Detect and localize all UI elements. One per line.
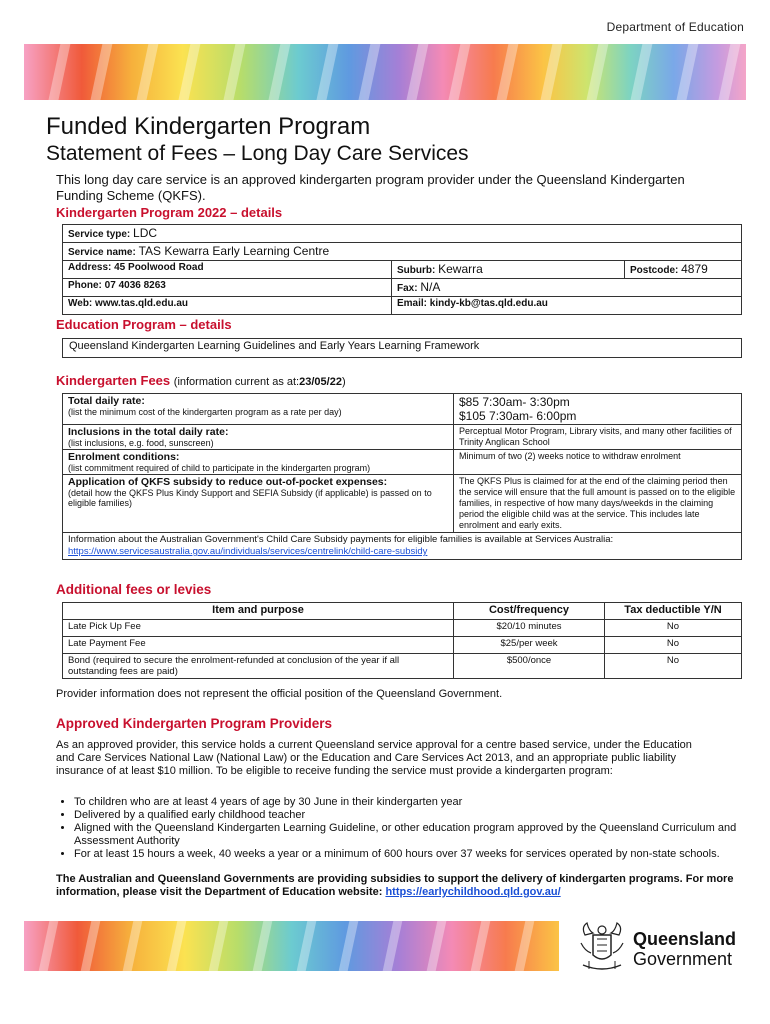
disclaimer-text: Provider information does not represent the official position of the Queensland Government. <box>56 688 503 700</box>
table-row: Total daily rate: (list the minimum cost of the kindergarten program as a rate per day) $85 7:30am- 3:30pm $105 7:30am- 6:00pm <box>63 394 742 425</box>
table-row: Enrolment conditions: (list commitment required of child to participate in the kindergarten program) Minimum of two (2) weeks notice to withdraw enrolment <box>63 450 742 475</box>
education-value: Queensland Kindergarten Learning Guidelines and Early Years Learning Framework <box>63 339 742 358</box>
email-cell: Email: kindy-kb@tas.qld.edu.au <box>392 297 742 315</box>
footer-rainbow-banner <box>24 921 559 971</box>
additional-fees-table <box>62 602 742 679</box>
table-row: Bond (required to secure the enrolment-refunded at conclusion of the year if all outstanding fees are paid) $500/once No <box>63 654 742 679</box>
earlychildhood-link[interactable]: https://earlychildhood.qld.gov.au/ <box>385 886 561 898</box>
logo-text-government: Government <box>633 949 733 969</box>
fees-heading: Kindergarten Fees (information current as at:23/05/22) <box>56 373 346 388</box>
column-header: Item and purpose <box>63 603 454 620</box>
rainbow-banner <box>24 44 746 100</box>
table-row: Late Pick Up Fee $20/10 minutes No <box>63 620 742 637</box>
approved-providers-heading: Approved Kindergarten Program Providers <box>56 716 333 731</box>
service-name-cell: Service name: TAS Kewarra Early Learning Centre <box>63 243 742 261</box>
coat-of-arms-icon <box>575 921 629 977</box>
additional-fees-heading: Additional fees or levies <box>56 582 212 597</box>
service-details-table <box>62 224 742 315</box>
column-header: Cost/frequency <box>454 603 605 620</box>
department-label: Department of Education <box>606 20 744 34</box>
fax-cell: Fax: N/A <box>392 279 742 297</box>
service-type-value: LDC <box>133 226 158 240</box>
column-header: Tax deductible Y/N <box>605 603 742 620</box>
fees-note: (information current as at:23/05/22) <box>173 376 346 388</box>
list-item: • To children who are at least 4 years of age by 30 June in their kindergarten year <box>74 796 754 809</box>
service-name-value: TAS Kewarra Early Learning Centre <box>138 244 330 258</box>
education-table <box>62 338 742 358</box>
fees-table <box>62 393 742 560</box>
table-row: Application of QKFS subsidy to reduce out-of-pocket expenses: (detail how the QKFS Plus Kindy Support and SEFIA Subsidy (if applicable) is passed on to eligible families) The QKFS Plus is claimed for at the end of the claiming period then the service will ensure that the full amount is passed on to the eligible families, in respective of how many days/weekds in the claiming period the eligible child was at the service. This includes late enrolment and early exits. <box>63 475 742 533</box>
phone-cell: Phone: 07 4036 8263 <box>63 279 392 297</box>
suburb-cell: Suburb: Kewarra <box>392 261 625 279</box>
daily-rate-line-1: $85 7:30am- 3:30pm <box>459 395 570 409</box>
postcode-cell: Postcode: 4879 <box>625 261 742 279</box>
list-item: • Aligned with the Queensland Kindergarten Learning Guideline, or other education program approved by the Queensland Curriculum and Assessment Authority <box>74 822 754 848</box>
closing-text: The Australian and Queensland Governments are providing subsidies to support the delivery of kindergarten programs. For more information, please visit the Department of Education website: https://earlychildhood.qld.gov.au/ <box>56 873 734 898</box>
requirements-list <box>56 796 754 861</box>
program-details-heading: Kindergarten Program 2022 – details <box>56 205 283 220</box>
page-subtitle: Statement of Fees – Long Day Care Services <box>46 142 469 165</box>
page-title: Funded Kindergarten Program <box>46 113 371 140</box>
education-heading: Education Program – details <box>56 317 232 332</box>
list-item: • For at least 15 hours a week, 40 weeks a year or a minimum of 600 hours over 37 weeks for services operated by non-state schools. <box>74 848 754 861</box>
table-row <box>63 533 742 560</box>
list-item: • Delivered by a qualified early childhood teacher <box>74 809 754 822</box>
queensland-government-logo <box>575 921 755 977</box>
address-cell: Address: 45 Poolwood Road <box>63 261 392 279</box>
web-cell: Web: www.tas.qld.edu.au <box>63 297 392 315</box>
service-type-cell: Service type: LDC <box>63 225 742 243</box>
intro-text: This long day care service is an approved kindergarten program provider under the Queensland Kindergarten Funding Scheme (QKFS). <box>56 172 685 203</box>
table-row: Late Payment Fee $25/per week No <box>63 637 742 654</box>
table-row: Inclusions in the total daily rate: (list inclusions, e.g. food, sunscreen) Perceptual Motor Program, Library visits, and many other facilities of Trinity Anglican School <box>63 425 742 450</box>
approved-paragraph: As an approved provider, this service holds a current Queensland service approval for a centre based service, under the Education and Care Services National Law (National Law) or the Education and Care Services Act 2013, and an appropriate public liability insurance of at least $10 million. To be eligible to receive funding the service must provide a kindergarten program: <box>56 739 692 777</box>
ccs-info: Information about the Australian Government's Child Care Subsidy payments for eligible families is available at Services Australia: <box>68 534 614 545</box>
ccs-link[interactable]: https://www.servicesaustralia.gov.au/individuals/services/centrelink/child-care-subsidy <box>68 546 428 557</box>
logo-text-queensland: Queensland <box>633 929 737 949</box>
daily-rate-line-2: $105 7:30am- 6:00pm <box>459 409 577 423</box>
